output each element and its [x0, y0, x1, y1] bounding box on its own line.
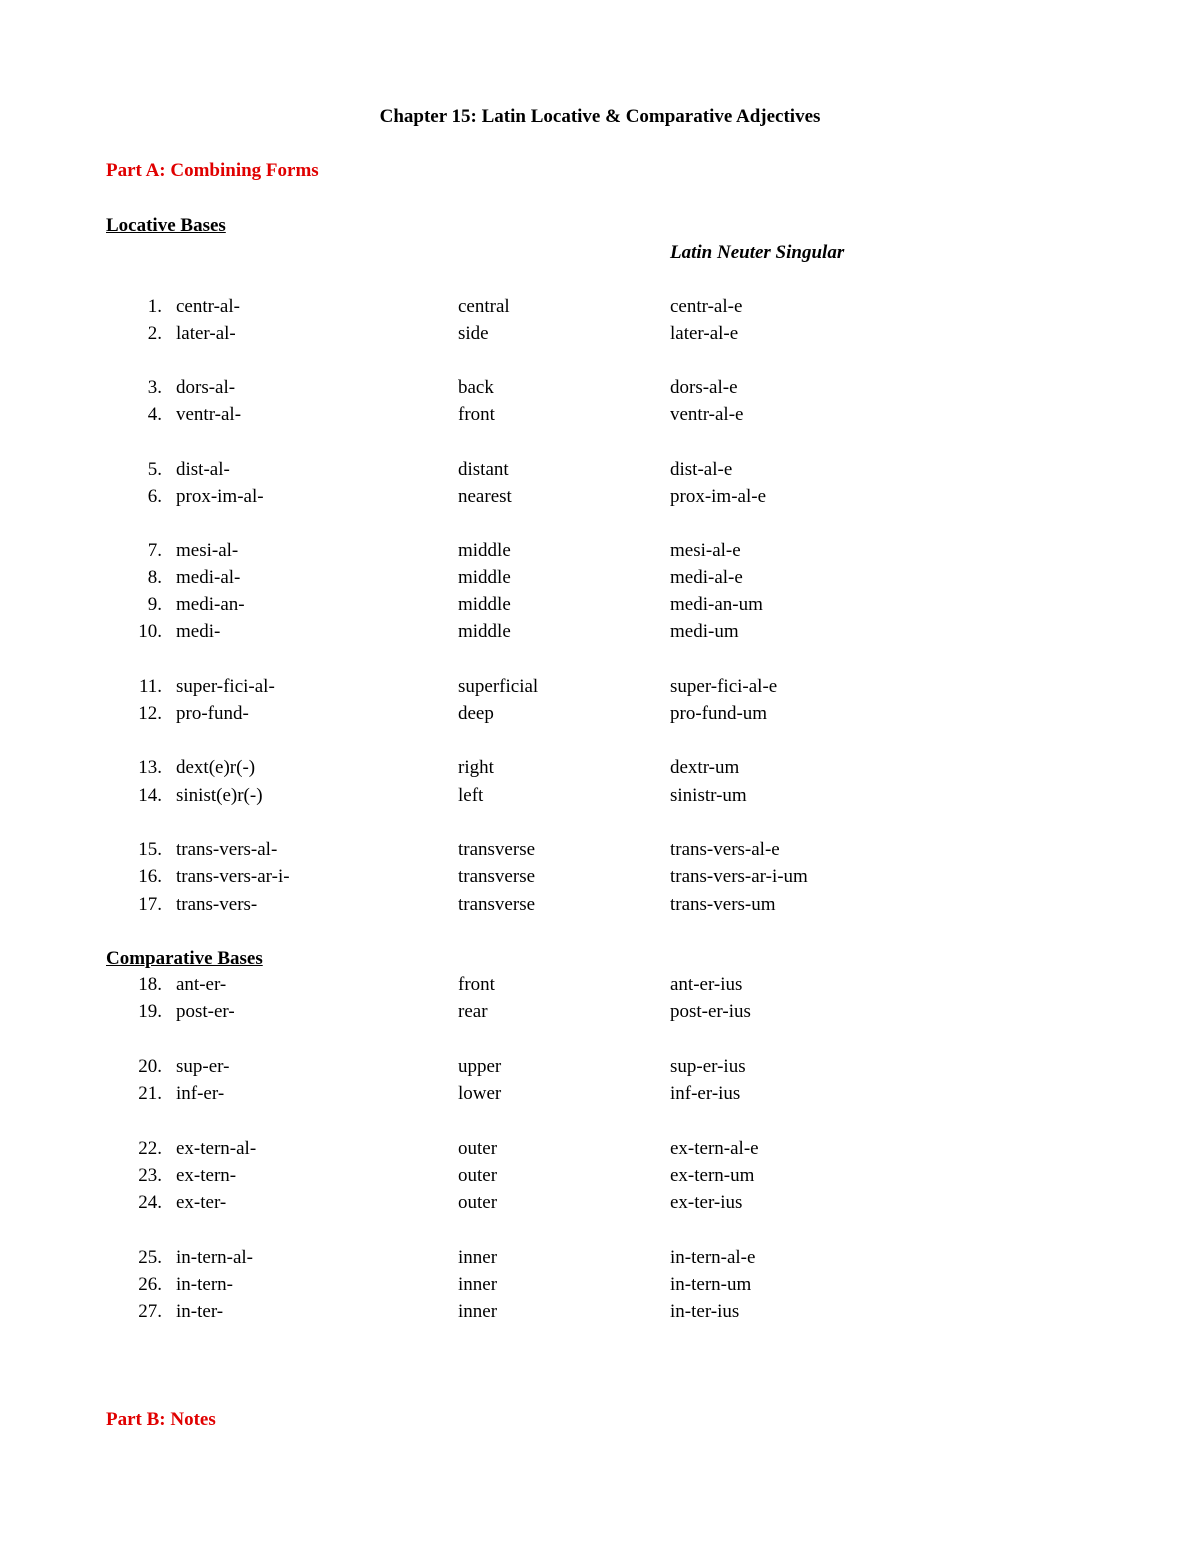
combining-form: ventr-al- — [176, 404, 242, 425]
combining-form: trans-vers-ar-i- — [176, 866, 290, 887]
list-item — [0, 594, 1200, 618]
item-number: 15. — [138, 839, 162, 860]
latin-form: ex-tern-um — [670, 1165, 755, 1186]
latin-form: post-er-ius — [670, 1001, 751, 1022]
item-number: 25. — [138, 1247, 162, 1268]
comparative-bases-heading: Comparative Bases — [106, 948, 263, 969]
list-item — [0, 567, 1200, 591]
latin-form: mesi-al-e — [670, 540, 741, 561]
list-item — [0, 1165, 1200, 1189]
item-number: 6. — [147, 486, 162, 507]
page-title: Chapter 15: Latin Locative & Comparative Adjectives — [379, 106, 821, 127]
meaning: left — [458, 785, 484, 806]
meaning: inner — [458, 1247, 498, 1268]
list-item — [0, 894, 1200, 918]
latin-form: later-al-e — [670, 323, 739, 344]
combining-form: dext(e)r(-) — [176, 757, 256, 778]
item-number: 17. — [138, 894, 162, 915]
meaning: superficial — [458, 676, 539, 697]
latin-neuter-singular-header: Latin Neuter Singular — [670, 242, 845, 263]
item-number: 7. — [147, 540, 162, 561]
latin-form: medi-an-um — [670, 594, 763, 615]
item-number: 23. — [138, 1165, 162, 1186]
item-number: 21. — [138, 1083, 162, 1104]
combining-form: medi- — [176, 621, 221, 642]
combining-form: in-tern-al- — [176, 1247, 254, 1268]
combining-form: ex-tern-al- — [176, 1138, 257, 1159]
latin-form: medi-al-e — [670, 567, 743, 588]
meaning: middle — [458, 594, 511, 615]
latin-form: centr-al-e — [670, 296, 743, 317]
combining-form: dors-al- — [176, 377, 236, 398]
list-item — [0, 1138, 1200, 1162]
latin-form: medi-um — [670, 621, 739, 642]
meaning: right — [458, 757, 494, 778]
combining-form: sinist(e)r(-) — [176, 785, 263, 806]
list-item — [0, 676, 1200, 700]
list-item — [0, 785, 1200, 809]
meaning: transverse — [458, 866, 536, 887]
list-item — [0, 1001, 1200, 1025]
item-number: 22. — [138, 1138, 162, 1159]
latin-form: pro-fund-um — [670, 703, 768, 724]
list-item — [0, 1301, 1200, 1325]
latin-form: prox-im-al-e — [670, 486, 767, 507]
latin-form: trans-vers-ar-i-um — [670, 866, 808, 887]
item-number: 9. — [147, 594, 162, 615]
combining-form: in-ter- — [176, 1301, 224, 1322]
meaning: outer — [458, 1192, 498, 1213]
combining-form: medi-al- — [176, 567, 241, 588]
latin-form: sup-er-ius — [670, 1056, 746, 1077]
list-item — [0, 621, 1200, 645]
latin-form: ex-ter-ius — [670, 1192, 743, 1213]
combining-form: mesi-al- — [176, 540, 239, 561]
meaning: front — [458, 404, 495, 425]
meaning: inner — [458, 1301, 498, 1322]
list-item — [0, 839, 1200, 863]
meaning: central — [458, 296, 510, 317]
item-number: 5. — [147, 459, 162, 480]
latin-form: in-tern-al-e — [670, 1247, 756, 1268]
list-item — [0, 404, 1200, 428]
list-item — [0, 757, 1200, 781]
combining-form: ant-er- — [176, 974, 227, 995]
item-number: 24. — [138, 1192, 162, 1213]
meaning: back — [458, 377, 494, 398]
combining-form: medi-an- — [176, 594, 245, 615]
list-item — [0, 459, 1200, 483]
meaning: upper — [458, 1056, 502, 1077]
item-number: 2. — [147, 323, 162, 344]
list-item — [0, 323, 1200, 347]
list-item — [0, 296, 1200, 320]
latin-form: ant-er-ius — [670, 974, 743, 995]
item-number: 16. — [138, 866, 162, 887]
combining-form: ex-ter- — [176, 1192, 227, 1213]
item-number: 13. — [138, 757, 162, 778]
combining-form: ex-tern- — [176, 1165, 237, 1186]
combining-form: post-er- — [176, 1001, 235, 1022]
combining-form: trans-vers- — [176, 894, 258, 915]
combining-form: centr-al- — [176, 296, 240, 317]
meaning: outer — [458, 1138, 498, 1159]
latin-form: ventr-al-e — [670, 404, 744, 425]
combining-form: trans-vers-al- — [176, 839, 278, 860]
latin-form: trans-vers-al-e — [670, 839, 780, 860]
meaning: rear — [458, 1001, 488, 1022]
item-number: 10. — [138, 621, 162, 642]
item-number: 12. — [138, 703, 162, 724]
meaning: nearest — [458, 486, 512, 507]
latin-form: sinistr-um — [670, 785, 747, 806]
latin-form: super-fici-al-e — [670, 676, 778, 697]
combining-form: sup-er- — [176, 1056, 230, 1077]
combining-form: later-al- — [176, 323, 236, 344]
item-number: 26. — [138, 1274, 162, 1295]
meaning: side — [458, 323, 489, 344]
latin-form: dors-al-e — [670, 377, 738, 398]
locative-bases-heading: Locative Bases — [106, 215, 226, 236]
meaning: deep — [458, 703, 494, 724]
latin-form: in-ter-ius — [670, 1301, 740, 1322]
meaning: inner — [458, 1274, 498, 1295]
list-item — [0, 866, 1200, 890]
latin-form: inf-er-ius — [670, 1083, 741, 1104]
list-item — [0, 974, 1200, 998]
item-number: 18. — [138, 974, 162, 995]
part-b-heading: Part B: Notes — [106, 1409, 216, 1430]
list-item — [0, 703, 1200, 727]
combining-form: in-tern- — [176, 1274, 233, 1295]
item-number: 19. — [138, 1001, 162, 1022]
item-number: 8. — [147, 567, 162, 588]
combining-form: inf-er- — [176, 1083, 225, 1104]
meaning: front — [458, 974, 495, 995]
combining-form: prox-im-al- — [176, 486, 264, 507]
meaning: lower — [458, 1083, 502, 1104]
list-item — [0, 1247, 1200, 1271]
item-number: 4. — [147, 404, 162, 425]
item-number: 1. — [147, 296, 162, 317]
latin-form: trans-vers-um — [670, 894, 776, 915]
item-number: 20. — [138, 1056, 162, 1077]
item-number: 14. — [138, 785, 162, 806]
meaning: transverse — [458, 894, 536, 915]
list-item — [0, 1056, 1200, 1080]
item-number: 27. — [138, 1301, 162, 1322]
item-number: 11. — [138, 676, 162, 697]
combining-form: pro-fund- — [176, 703, 249, 724]
meaning: middle — [458, 567, 511, 588]
combining-form: super-fici-al- — [176, 676, 275, 697]
list-item — [0, 540, 1200, 564]
meaning: outer — [458, 1165, 498, 1186]
part-a-heading: Part A: Combining Forms — [106, 160, 319, 181]
meaning: distant — [458, 459, 509, 480]
latin-form: dextr-um — [670, 757, 740, 778]
latin-form: ex-tern-al-e — [670, 1138, 759, 1159]
list-item — [0, 1083, 1200, 1107]
item-number: 3. — [147, 377, 162, 398]
list-item — [0, 1192, 1200, 1216]
meaning: middle — [458, 621, 511, 642]
meaning: transverse — [458, 839, 536, 860]
combining-form: dist-al- — [176, 459, 230, 480]
meaning: middle — [458, 540, 511, 561]
latin-form: in-tern-um — [670, 1274, 752, 1295]
list-item — [0, 1274, 1200, 1298]
list-item — [0, 377, 1200, 401]
latin-form: dist-al-e — [670, 459, 733, 480]
list-item — [0, 486, 1200, 510]
